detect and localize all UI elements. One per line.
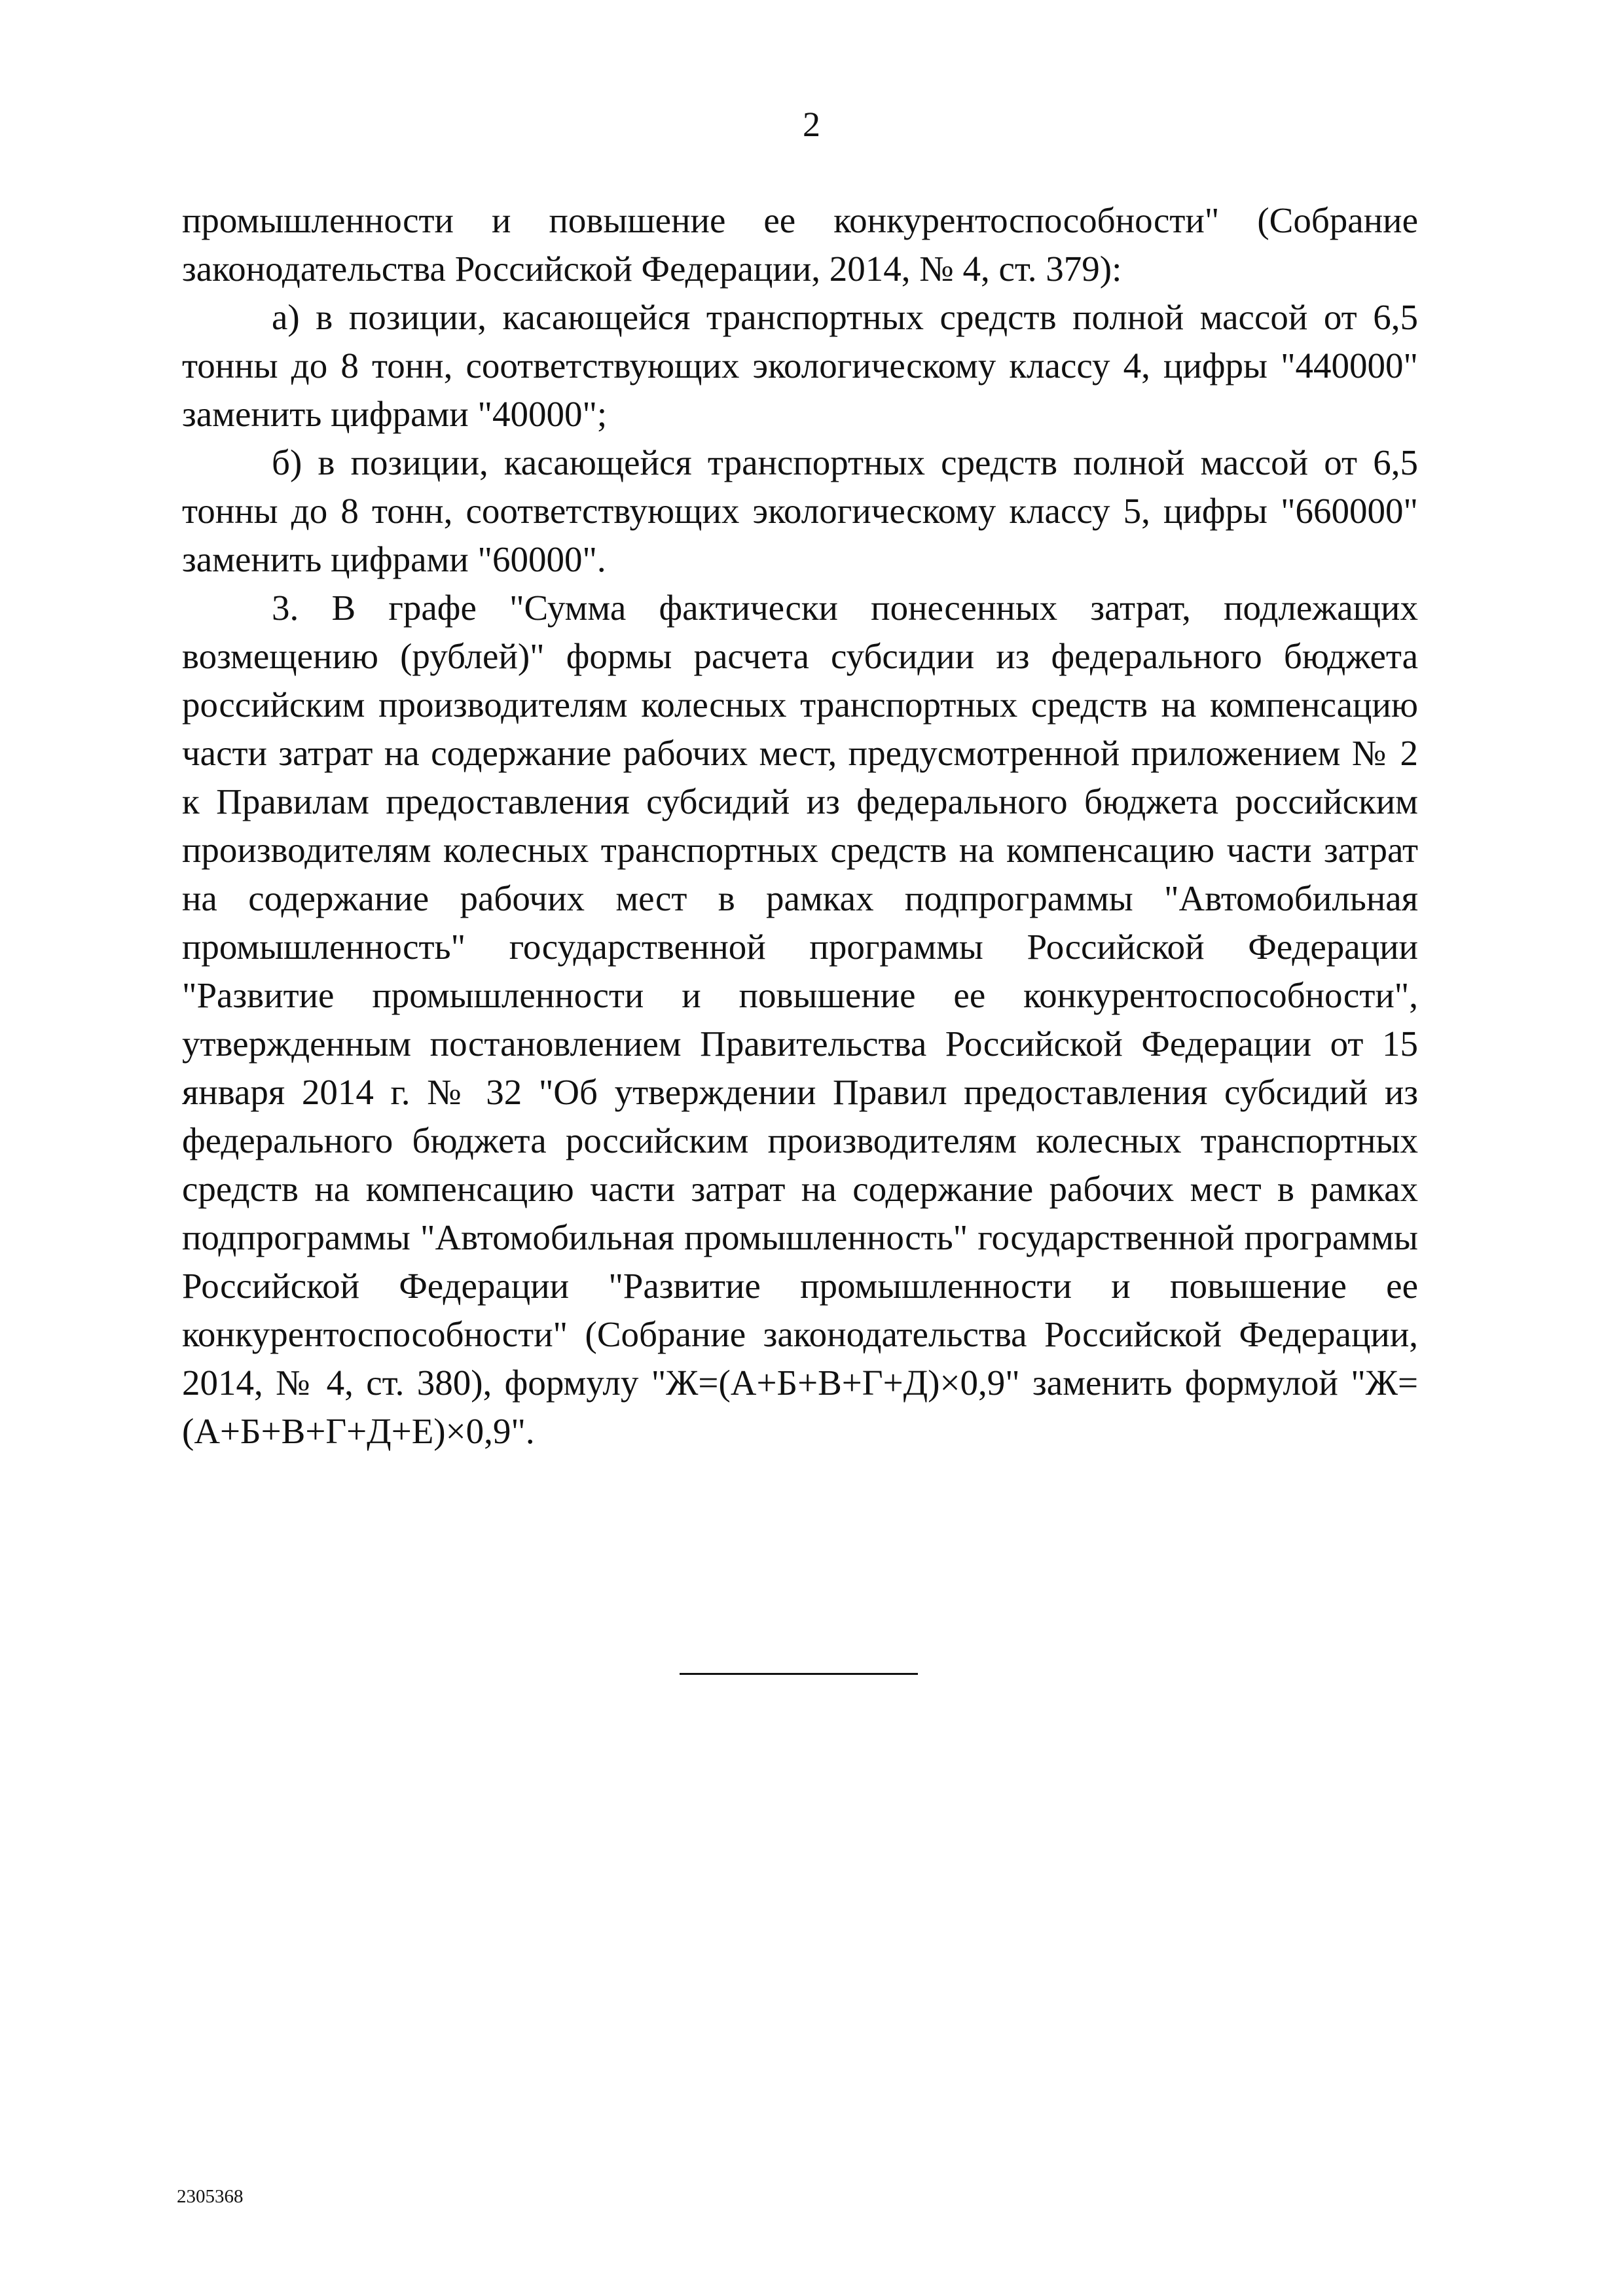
paragraph-item-3: 3. В графе "Сумма фактически понесенных затрат, подлежащих возмещению (рублей)" формы расчета субсидии из федерального бюджета российским производителям колесных транспортных средств на компенсацию части затрат на содержание рабочих мест, предусмотренной приложением № 2 к Правилам предоставления субсидий из федерального бюджета российским производителям колесных транспортных средств на компенсацию части затрат на содержание рабочих мест в рамках подпрограммы "Автомобильная промышленность" государственной программы Российской Федерации "Развитие промышленности и повышение ее конкурентоспособности", утвержденным постановлением Правительства Российской Федерации от 15 января 2014 г. № 32 "Об утверждении Правил предоставления субсидий из федерального бюджета российским производителям колесных транспортных средств на компенсацию части затрат на содержание рабочих мест в рамках подпрограммы "Автомобильная промышленность" государственной программы Российской Федерации "Развитие промышленности и повышение ее конкурентоспособности" (Собрание законодательства Российской Федерации, 2014, № 4, ст. 380), формулу "Ж=(А+Б+В+Г+Д)×0,9" заменить формулой "Ж=(А+Б+В+Г+Д+Е)×0,9". bbox=[182, 588, 1418, 1451]
document-body bbox=[182, 196, 1418, 1456]
paragraph-item-a: а) в позиции, касающейся транспортных средств полной массой от 6,5 тонны до 8 тонн, соответствующих экологическому классу 4, цифры "440000" заменить цифрами "40000"; bbox=[182, 297, 1418, 434]
paragraph-item-b: б) в позиции, касающейся транспортных средств полной массой от 6,5 тонны до 8 тонн, соответствующих экологическому классу 5, цифры "660000" заменить цифрами "60000". bbox=[182, 442, 1418, 579]
end-separator-line bbox=[680, 1673, 918, 1675]
page-number: 2 bbox=[803, 105, 820, 144]
document-code: 2305368 bbox=[177, 2186, 244, 2207]
paragraph-continuation: промышленности и повышение ее конкурентоспособности" (Собрание законодательства Российской Федерации, 2014, № 4, ст. 379): bbox=[182, 200, 1418, 289]
